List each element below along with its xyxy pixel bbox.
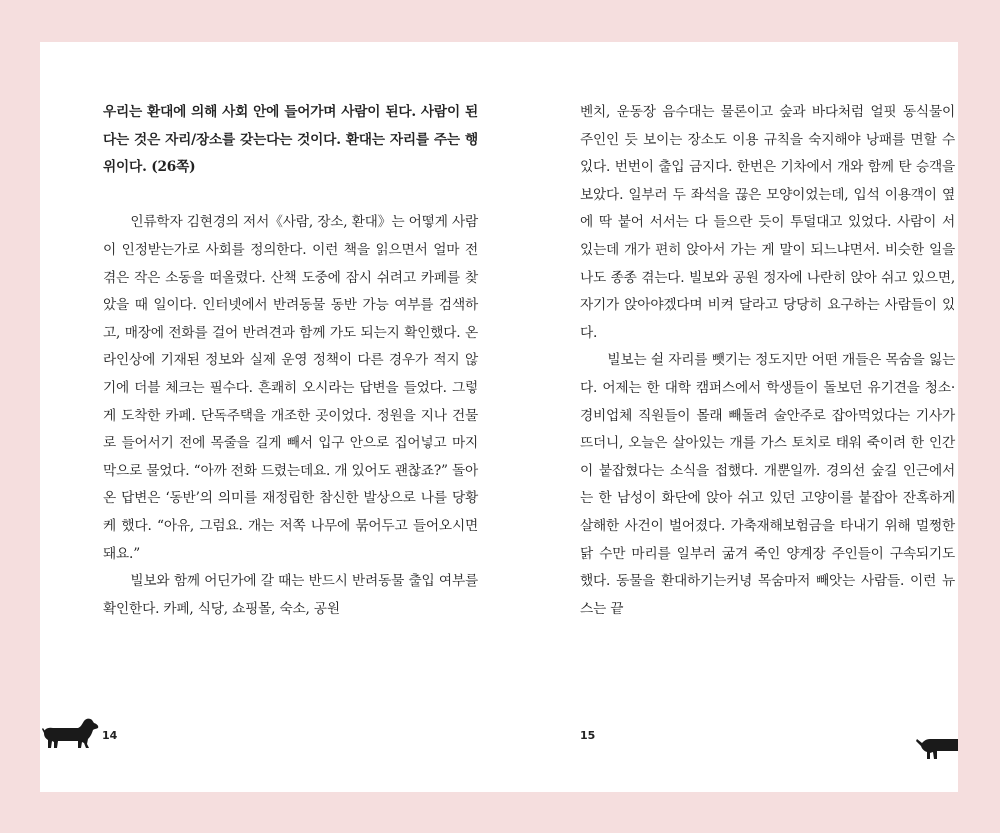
paragraph: 빌보와 함께 어딘가에 갈 때는 반드시 반려동물 출입 여부를 확인한다. 카페, 식당, 쇼핑몰, 숙소, 공원 <box>103 573 478 617</box>
page-number: 14 <box>102 729 118 742</box>
paragraph: 빌보는 쉴 자리를 뺏기는 정도지만 어떤 개들은 목숨을 잃는다. 어제는 한 대학 캠퍼스에서 학생들이 돌보던 유기견을 청소·경비업체 직원들이 몰래 빼돌려 술안주로 잡아먹었다는 기사가 뜨더니, 오늘은 살아있는 개를 가스 토치로 태워 죽이려 한 인간이 붙잡혔다는 소식을 접했다. 개뿐일까. 경의선 숲길 인근에서는 한 남성이 화단에 앉아 쉬고 있던 고양이를 붙잡아 잔혹하게 살해한 사건이 벌어졌다. 가축재해보험금을 타내기 위해 멀쩡한 닭 수만 마리를 일부러 굶겨 죽인 양계장 주인들이 구속되기도 했다. 동물을 환대하기는커녕 목숨마저 빼앗는 사람들. 이런 뉴스는 끝 <box>580 352 955 617</box>
book-spread <box>40 42 958 792</box>
block-quote: 우리는 환대에 의해 사회 안에 들어가며 사람이 된다. 사람이 된다는 것은 자리/장소를 갖는다는 것이다. 환대는 자리를 주는 행위이다. (26쪽) <box>103 104 478 176</box>
left-text-block <box>103 99 478 623</box>
page-number: 15 <box>580 729 596 742</box>
dachshund-tail-icon <box>916 735 958 761</box>
paragraph: 벤치, 운동장 음수대는 물론이고 숲과 바다처럼 얼핏 동식물이 주인인 듯 보이는 장소도 이용 규칙을 숙지해야 낭패를 면할 수 있다. 번번이 출입 금지다. 한번은 기차에서 개와 함께 탄 승객을 보았다. 일부러 두 좌석을 끊은 모양이었는데, 입석 이용객이 옆에 딱 붙어 서서는 다 들으란 듯이 투덜대고 있었다. 사람이 서 있는데 개가 편히 앉아서 가는 게 말이 되느냐면서. 비슷한 일을 나도 종종 겪는다. 빌보와 공원 정자에 나란히 앉아 쉬고 있으면, 자기가 앉아야겠다며 비켜 달라고 당당히 요구하는 사람들이 있다. <box>580 104 955 341</box>
right-text-block <box>580 99 955 623</box>
right-page <box>499 42 958 792</box>
left-page <box>40 42 499 792</box>
dachshund-icon <box>42 717 100 751</box>
paragraph: 인류학자 김현경의 저서《사람, 장소, 환대》는 어떻게 사람이 인정받는가로 사회를 정의한다. 이런 책을 읽으면서 얼마 전 겪은 작은 소동을 떠올렸다. 산책 도중에 잠시 쉬려고 카페를 찾았을 때 일이다. 인터넷에서 반려동물 동반 가능 여부를 검색하고, 매장에 전화를 걸어 반려견과 함께 가도 되는지 확인했다. 온라인상에 기재된 정보와 실제 운영 정책이 다른 경우가 적지 않기에 더블 체크는 필수다. 흔쾌히 오시라는 답변을 들었다. 그렇게 도착한 카페. 단독주택을 개조한 곳이었다. 정원을 지나 건물로 들어서기 전에 목줄을 길게 빼서 입구 안으로 집어넣고 마지막으로 물었다. “아까 전화 드렸는데요. 개 있어도 괜찮죠?” 돌아온 답변은 ‘동반’의 의미를 재정립한 참신한 발상으로 나를 당황케 했다. “아유, 그럼요. 개는 저쪽 나무에 묶어두고 들어오시면 돼요.” <box>103 214 478 562</box>
